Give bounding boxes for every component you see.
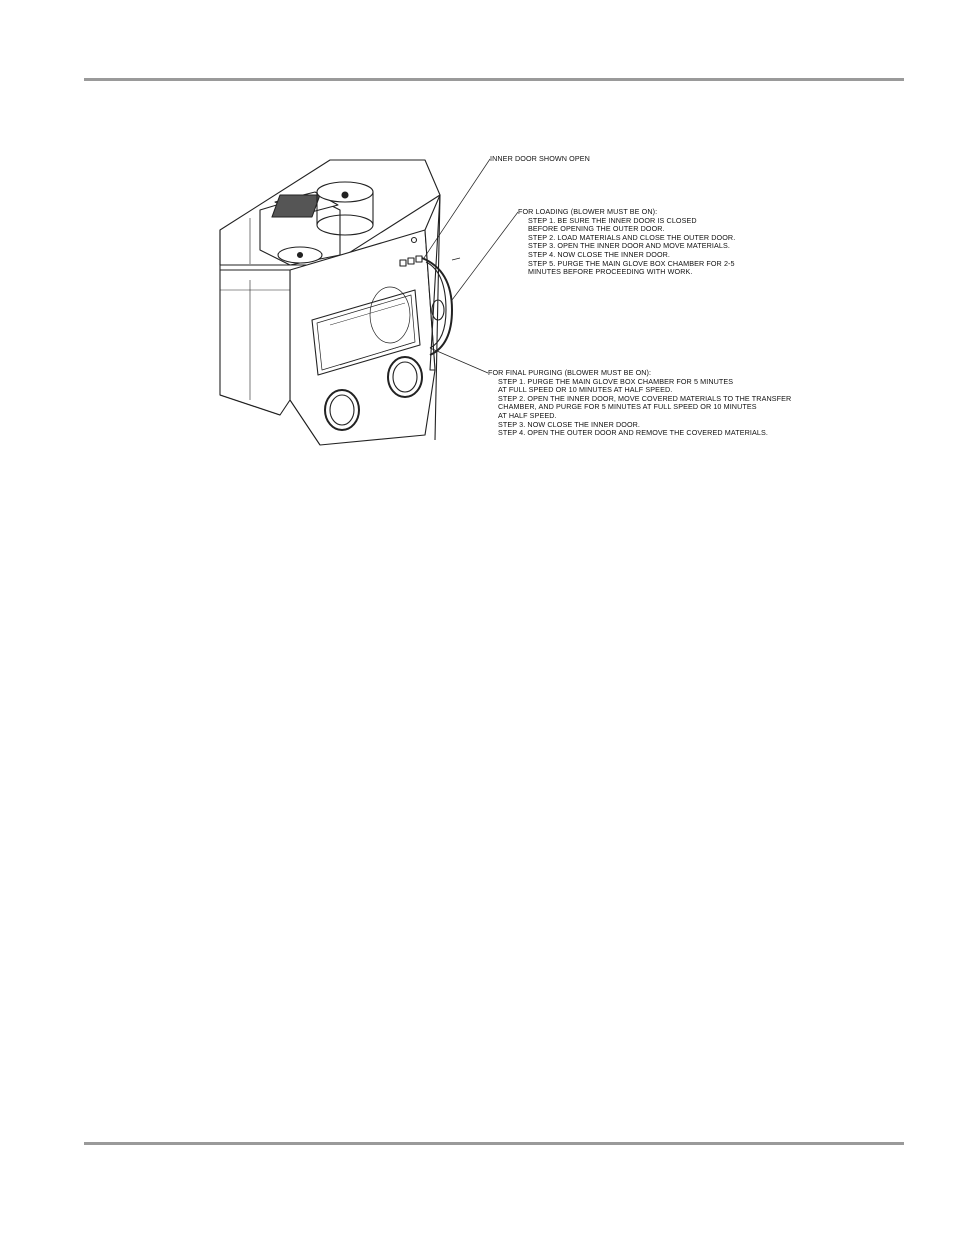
loading-line: MINUTES BEFORE PROCEEDING WITH WORK. xyxy=(528,267,693,277)
loading-line: STEP 3. OPEN THE INNER DOOR AND MOVE MATERIALS. xyxy=(528,241,730,251)
loading-heading: FOR LOADING (BLOWER MUST BE ON): xyxy=(518,207,658,216)
loading-line: STEP 4. NOW CLOSE THE INNER DOOR. xyxy=(528,249,671,259)
purging-line: STEP 1. PURGE THE MAIN GLOVE BOX CHAMBER FOR 5 MINUTES xyxy=(498,376,734,386)
header-rule xyxy=(84,78,904,81)
callout-inner-door-text: INNER DOOR SHOWN OPEN xyxy=(490,154,590,163)
callout-inner-door xyxy=(490,155,590,164)
loading-line: BEFORE OPENING THE OUTER DOOR. xyxy=(528,224,665,234)
loading-line: STEP 1. BE SURE THE INNER DOOR IS CLOSED xyxy=(528,215,697,225)
purging-line: CHAMBER, AND PURGE FOR 5 MINUTES AT FULL SPEED OR 10 MINUTES xyxy=(498,402,757,412)
callout-purging xyxy=(488,369,791,438)
purging-line: AT FULL SPEED OR 10 MINUTES AT HALF SPEED. xyxy=(498,385,673,395)
purging-line: STEP 4. OPEN THE OUTER DOOR AND REMOVE THE COVERED MATERIALS. xyxy=(498,428,768,438)
purging-line: STEP 3. NOW CLOSE THE INNER DOOR. xyxy=(498,419,641,429)
footer-rule xyxy=(84,1142,904,1145)
loading-line: STEP 2. LOAD MATERIALS AND CLOSE THE OUTER DOOR. xyxy=(528,232,736,242)
loading-line: STEP 5. PURGE THE MAIN GLOVE BOX CHAMBER FOR 2-5 xyxy=(528,258,735,268)
glove-box-figure xyxy=(190,140,790,460)
purging-line: STEP 2. OPEN THE INNER DOOR, MOVE COVERED MATERIALS TO THE TRANSFER xyxy=(498,393,792,403)
purging-heading: FOR FINAL PURGING (BLOWER MUST BE ON): xyxy=(488,368,652,377)
callout-loading xyxy=(518,208,735,277)
purging-line: AT HALF SPEED. xyxy=(498,410,557,420)
